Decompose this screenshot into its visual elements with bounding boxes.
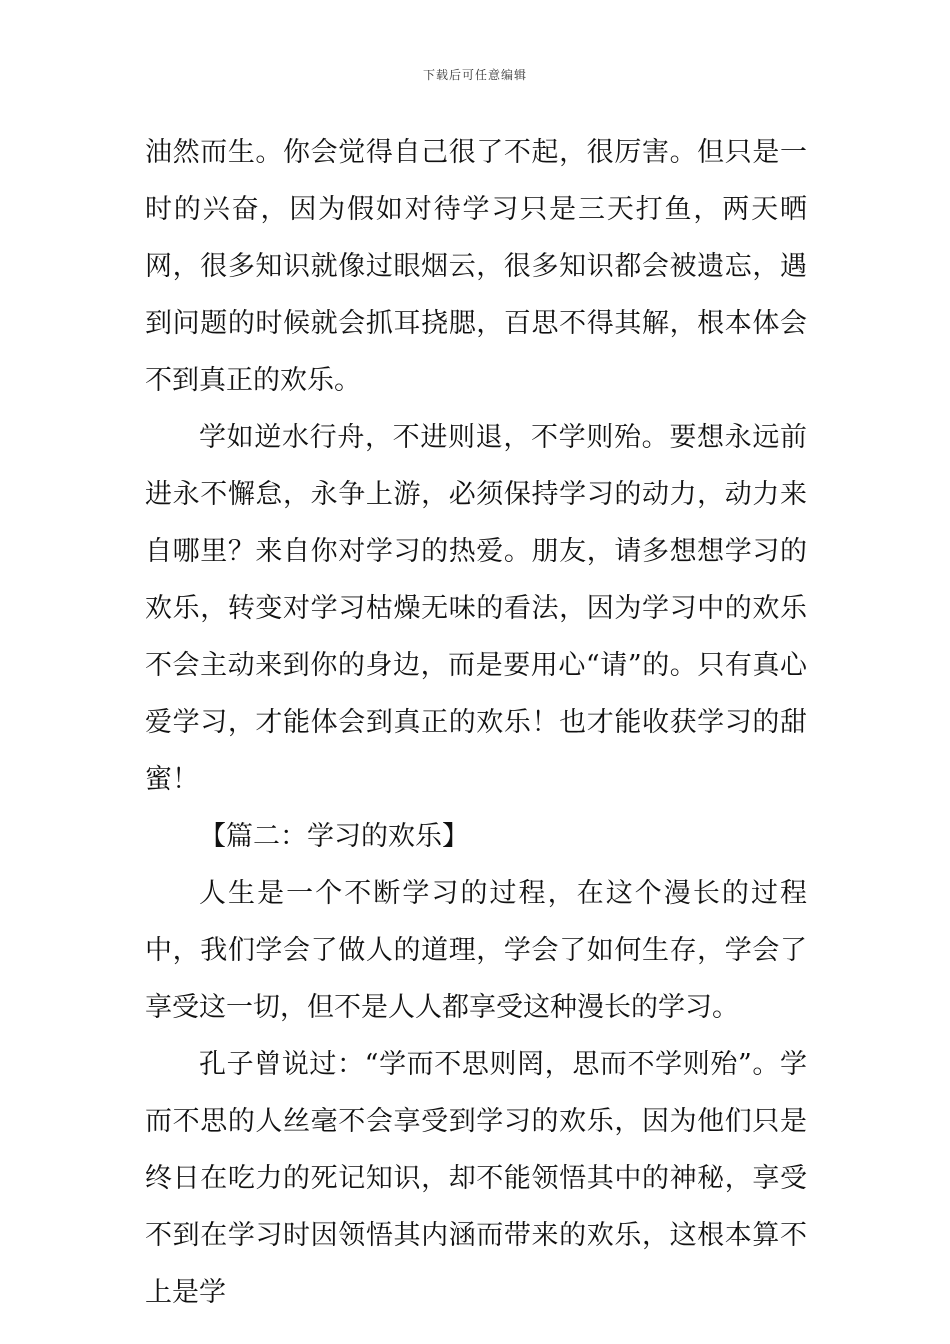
document-body <box>145 124 807 1321</box>
page-header: 下载后可任意编辑 <box>422 68 527 82</box>
paragraph-continued: 油然而生。你会觉得自己很了不起，很厉害。但只是一时的兴奋，因为假如对待学习只是三天打鱼，两天晒网，很多知识就像过眼烟云，很多知识都会被遗忘，遇到问题的时候就会抓耳挠腮，百思不得其解，根本体会不到真正的欢乐。 <box>145 137 807 396</box>
paragraph: 人生是一个不断学习的过程，在这个漫长的过程中，我们学会了做人的道理，学会了如何生存，学会了享受这一切，但不是人人都享受这种漫长的学习。 <box>145 878 807 1023</box>
paragraph: 孔子曾说过：“学而不思则罔，思而不学则殆”。学而不思的人丝毫不会享受到学习的欢乐，因为他们只是终日在吃力的死记知识，却不能领悟其中的神秘，享受不到在学习时因领悟其内涵而带来的欢乐，这根本算不上是学 <box>145 1049 807 1308</box>
section-heading: 【篇二：学习的欢乐】 <box>199 821 469 852</box>
paragraph: 学如逆水行舟，不进则退，不学则殆。要想永远前进永不懈怠，永争上游，必须保持学习的动力，动力来自哪里？来自你对学习的热爱。朋友，请多想想学习的欢乐，转变对学习枯燥无味的看法，因为学习中的欢乐不会主动来到你的身边，而是要用心“请”的。只有真心爱学习，才能体会到真正的欢乐！也才能收获学习的甜蜜！ <box>145 422 807 795</box>
